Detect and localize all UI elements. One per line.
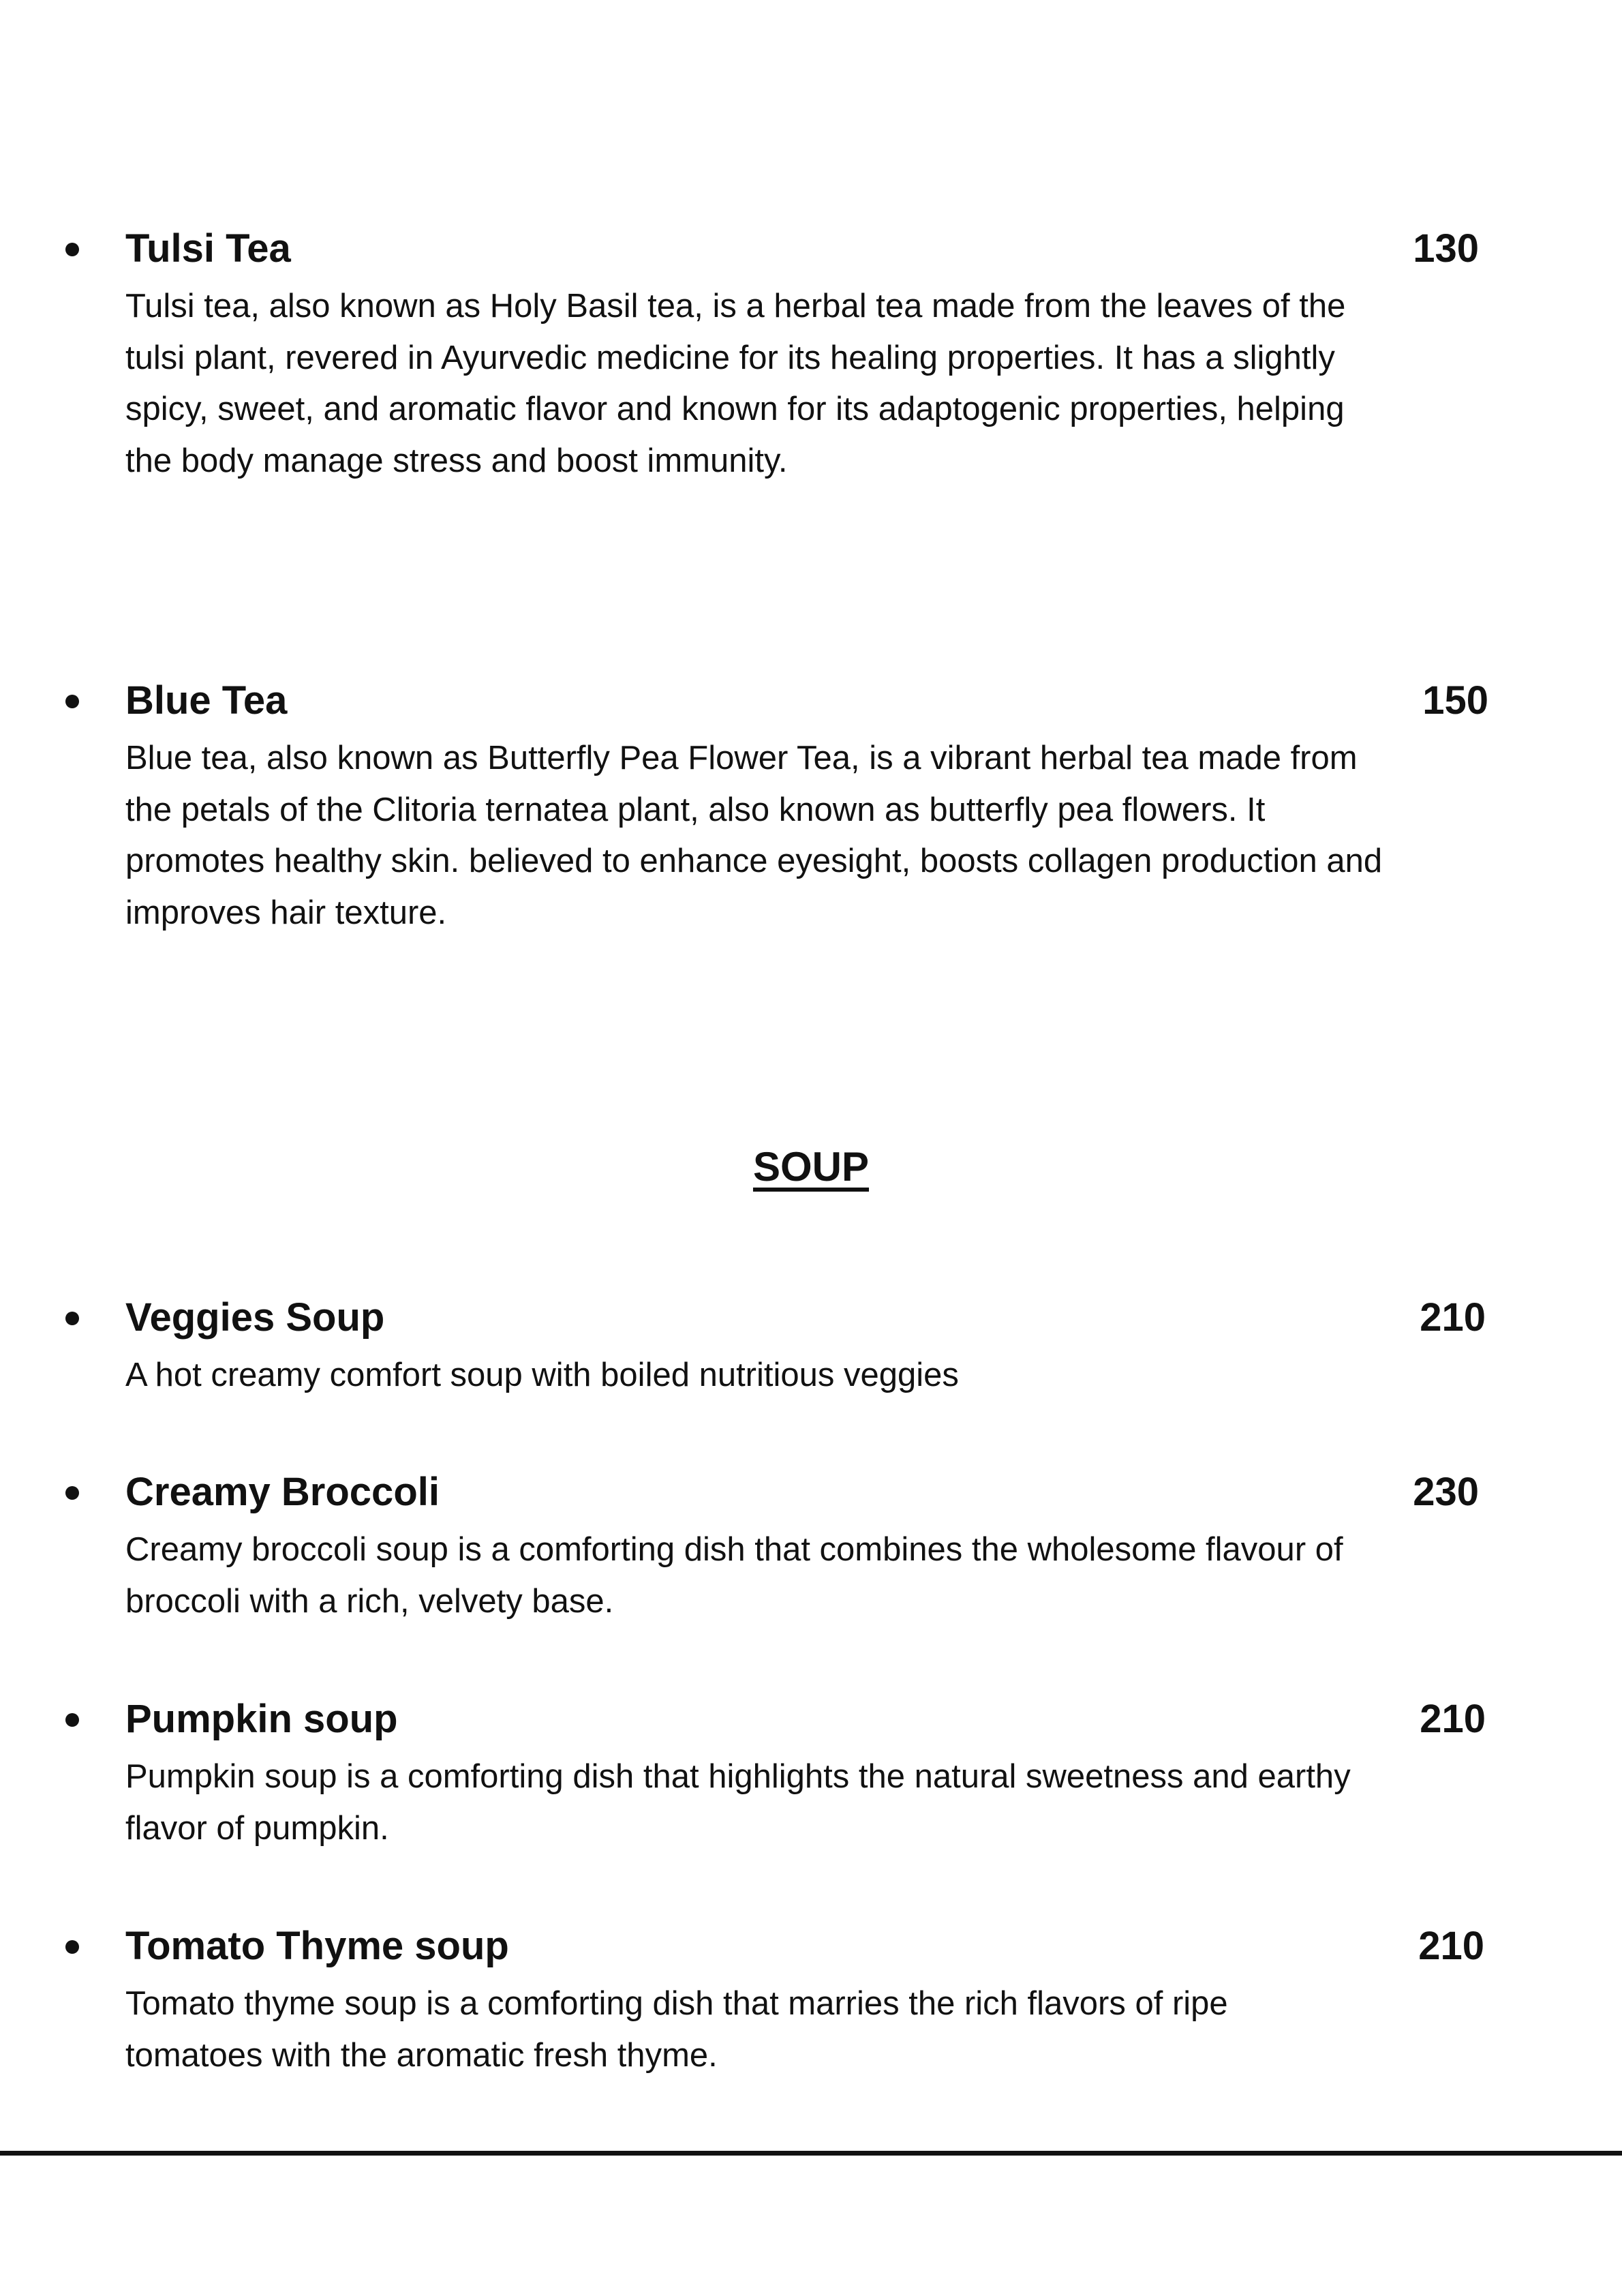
description-line: tomatoes with the aromatic fresh thyme. [125,2036,718,2074]
item-price: 150 [1422,678,1488,723]
item-price: 210 [1420,1697,1486,1741]
description-line: flavor of pumpkin. [125,1809,389,1847]
section-title-soup: SOUP [752,1144,870,1190]
description-line: tulsi plant, revered in Ayurvedic medicine for its healing properties. It has a slightly [125,339,1335,376]
description-line: Pumpkin soup is a comforting dish that highlights the natural sweetness and earthy [125,1758,1351,1795]
description-line: spicy, sweet, and aromatic flavor and known for its adaptogenic properties, helping [125,391,1345,427]
item-name: Blue Tea [125,678,288,723]
bullet-icon [65,1486,79,1500]
item-description [125,281,1345,487]
bullet-icon [65,243,79,256]
item-price: 210 [1420,1295,1486,1340]
description-line: improves hair texture. [125,894,447,931]
item-description [125,1524,1343,1627]
item-name: Veggies Soup [125,1295,385,1340]
item-name: Creamy Broccoli [125,1470,440,1514]
description-line: Blue tea, also known as Butterfly Pea Flower Tea, is a vibrant herbal tea made from [125,740,1358,776]
item-price: 130 [1413,226,1479,271]
item-name: Tomato Thyme soup [125,1924,509,1968]
description-line: the petals of the Clitoria ternatea plant, also known as butterfly pea flowers. It [125,791,1266,828]
item-name: Pumpkin soup [125,1697,398,1741]
item-name: Tulsi Tea [125,226,291,271]
description-line: the body manage stress and boost immunity. [125,442,788,479]
bullet-icon [65,1713,79,1727]
description-line: Tulsi tea, also known as Holy Basil tea, is a herbal tea made from the leaves of the [125,288,1346,324]
description-line: A hot creamy comfort soup with boiled nutritious veggies [125,1357,959,1393]
item-price: 210 [1418,1924,1484,1968]
item-description [125,733,1382,939]
description-line: Creamy broccoli soup is a comforting dish that combines the wholesome flavour of [125,1531,1343,1568]
description-line: Tomato thyme soup is a comforting dish that marries the rich flavors of ripe [125,1985,1228,2022]
bullet-icon [65,1312,79,1325]
bullet-icon [65,695,79,708]
description-line: promotes healthy skin. believed to enhance eyesight, boosts collagen production and [125,843,1383,879]
description-line: broccoli with a rich, velvety base. [125,1582,614,1620]
item-price: 230 [1413,1470,1479,1514]
item-description [125,1751,1351,1854]
item-description [125,1350,959,1402]
bottom-divider [0,2151,1622,2156]
item-description [125,1978,1228,2081]
bullet-icon [65,1940,79,1954]
